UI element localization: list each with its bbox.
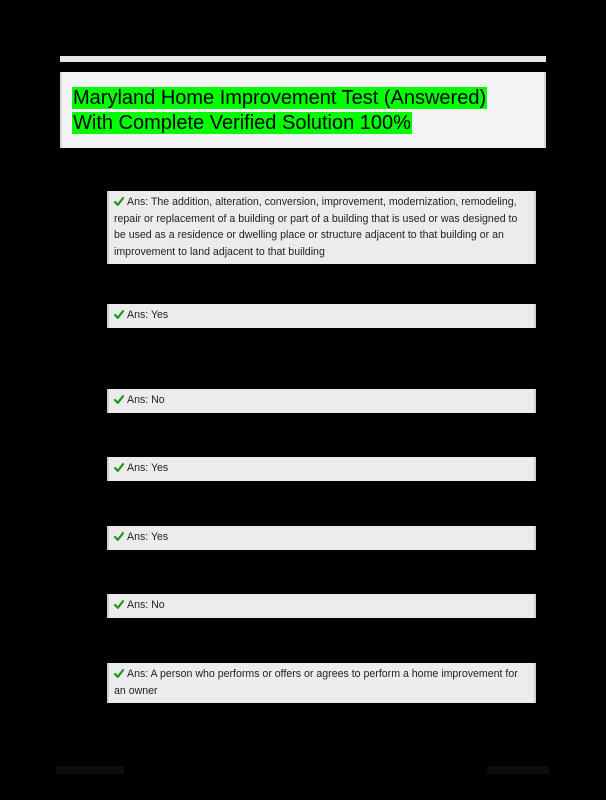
answer-text: Ans: Yes <box>127 531 169 543</box>
answer-text: Ans: Yes <box>127 309 169 321</box>
footer-left-mark <box>56 766 124 774</box>
check-icon <box>114 463 124 472</box>
answer-box-5 <box>107 526 536 550</box>
answer-box-6 <box>107 594 536 618</box>
check-icon <box>114 532 124 541</box>
check-icon <box>114 197 124 206</box>
answer-box-2 <box>107 304 536 328</box>
answer-box-7 <box>107 663 536 703</box>
answer-text: Ans: No <box>127 394 165 406</box>
check-icon <box>114 310 124 319</box>
answer-text: Ans: No <box>127 599 165 611</box>
document-title <box>72 86 487 136</box>
top-divider <box>60 56 546 62</box>
answer-box-3 <box>107 389 536 413</box>
answer-text: Ans: The addition, alteration, conversion, improvement, modernization, remodeling, repair or replacement of a building or part of a building that is used or was designed to be used as a residence or dwelling place or structure adjacent to that building or an improvement to land adjacent to that building <box>114 196 518 258</box>
title-line-1: Maryland Home Improvement Test (Answered) <box>73 87 487 109</box>
footer-right-mark <box>487 766 549 774</box>
check-icon <box>114 669 124 678</box>
answer-box-4 <box>107 457 536 481</box>
check-icon <box>114 600 124 609</box>
title-line-2: With Complete Verified Solution 100% <box>73 112 411 134</box>
title-banner <box>60 72 546 148</box>
answer-box-1 <box>107 191 536 264</box>
answer-text: Ans: A person who performs or offers or agrees to perform a home improvement for an owner <box>114 668 518 697</box>
answer-text: Ans: Yes <box>127 462 169 474</box>
check-icon <box>114 395 124 404</box>
